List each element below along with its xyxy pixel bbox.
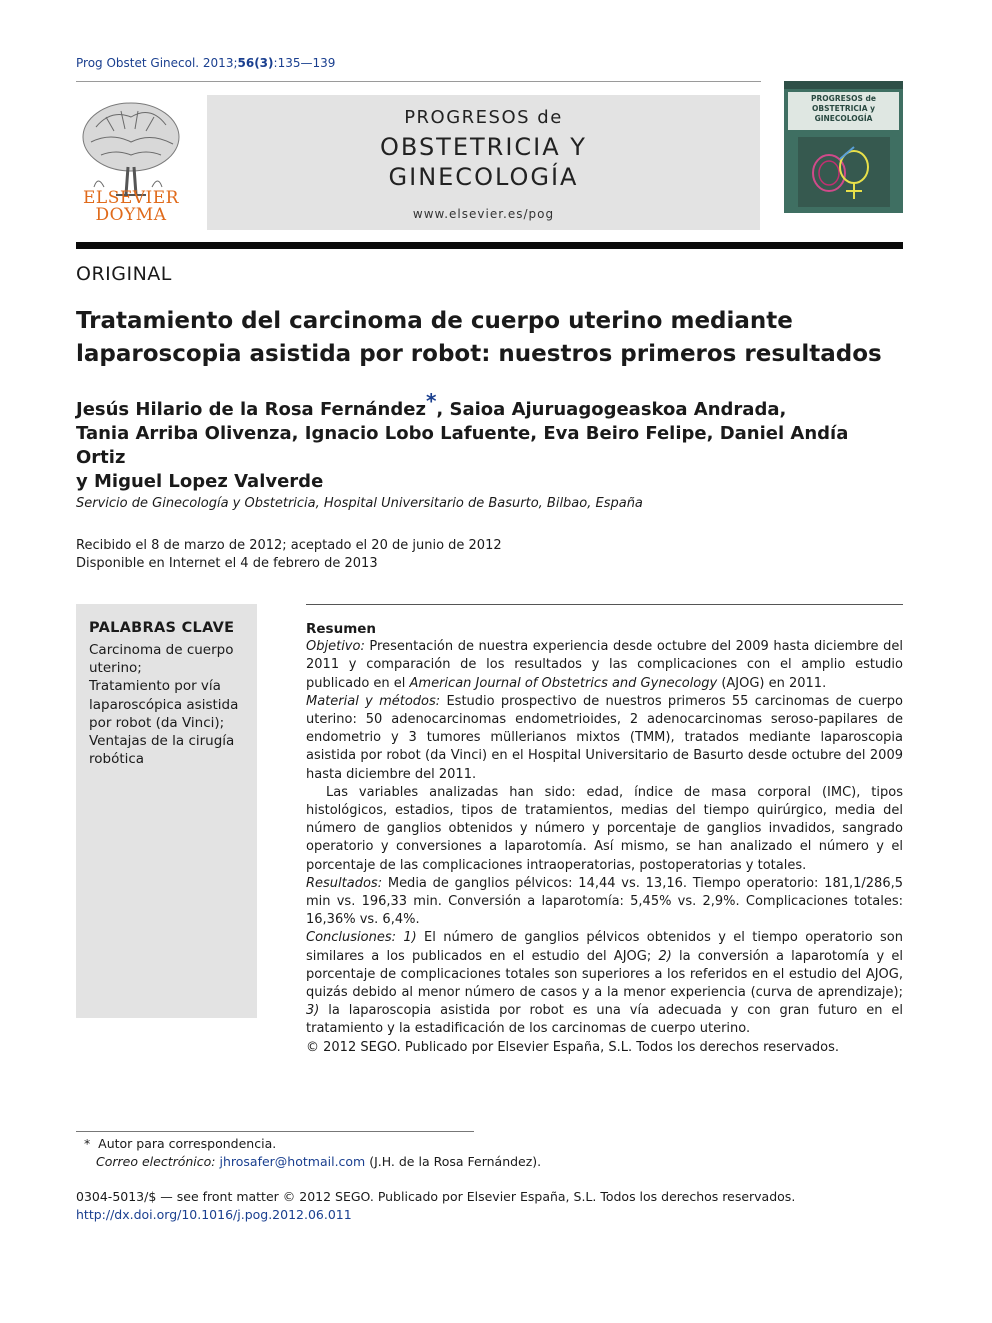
received-date: Recibido el 8 de marzo de 2012; aceptado el 20 de junio de 2012 xyxy=(76,538,502,553)
material-text: Estudio prospectivo de nuestros primeros 55 carcinomas de cuerpo uterino: 50 adenocarcinomas endometrioides, 2 adenocarcinomas seroso-papilares de endometrio y 3 tumores müllerianos mixtos (TMM), tratados mediante laparoscopia asistida por robot (da Vinci) en el Hospital Universitario de Basurto desde octubre del 2009 hasta diciembre del 2011. xyxy=(306,693,904,782)
citation-volume: 56(3) xyxy=(237,56,274,70)
journal-citation[interactable] xyxy=(76,56,335,70)
conclusion-2-text: la conversión a laparotomía y el porcentaje de complicaciones totales son superiores a los referidos en el estudio del AJOG, quizás debido al menor número de casos y a la menor experiencia (curva de aprendizaje); xyxy=(306,948,904,1001)
journal-masthead xyxy=(207,95,760,230)
footnote-author-label: Autor para correspondencia. xyxy=(98,1136,277,1151)
masthead-line1: PROGRESOS de xyxy=(404,107,563,128)
publisher-wordmark xyxy=(76,190,186,224)
conclusiones-label: Conclusiones: xyxy=(306,930,396,946)
cover-title-block xyxy=(788,92,899,130)
abstract-rule xyxy=(306,604,903,605)
cover-bottom-band xyxy=(784,213,903,231)
masthead-line3: GINECOLOGÍA xyxy=(388,163,579,191)
email-label: Correo electrónico: xyxy=(96,1153,216,1169)
doi-link[interactable]: http://dx.doi.org/10.1016/j.pog.2012.06.011 xyxy=(76,1207,352,1222)
affiliation: Servicio de Ginecología y Obstetricia, Hospital Universitario de Basurto, Bilbao, España xyxy=(76,496,643,511)
footnote-rule xyxy=(76,1131,474,1132)
conclusion-3-number: 3) xyxy=(306,1003,320,1019)
material-label: Material y métodos: xyxy=(306,693,441,709)
author-corresponding[interactable]: Jesús Hilario de la Rosa Fernández xyxy=(76,399,426,420)
cover-illustration xyxy=(784,131,903,213)
objetivo-text-end: (AJOG) en 2011. xyxy=(717,675,827,691)
article-title: Tratamiento del carcinoma de cuerpo uterino mediante laparoscopia asistida por robot: nuestros primeros resultados xyxy=(76,308,882,367)
keywords-box xyxy=(76,604,257,1018)
corresponding-marker[interactable]: * xyxy=(425,389,437,413)
publisher-wordmark-line1: ELSEVIER xyxy=(83,188,179,208)
resultados-label: Resultados: xyxy=(306,875,383,891)
email-link[interactable]: jhrosafer@hotmail.com xyxy=(219,1153,366,1169)
keywords-heading: PALABRAS CLAVE xyxy=(89,620,235,636)
objetivo-text: Presentación de nuestra experiencia desde octubre del 2009 hasta diciembre del 2011 y comparación de los resultados y las complicaciones con el amplio estudio publicado en el xyxy=(306,639,903,691)
journal-cover-thumbnail xyxy=(784,81,903,231)
masthead-url[interactable]: www.elsevier.es/pog xyxy=(412,207,555,221)
conclusion-1-number: 1) xyxy=(403,930,417,946)
abstract xyxy=(306,620,903,1057)
keyword-item: Carcinoma de cuerpo uterino; xyxy=(89,642,234,677)
conclusion-3-text: la laparoscopia asistida por robot es una vía adecuada y con gran futuro en el tratamiento y la estadificación de los carcinomas de cuerpo uterino. xyxy=(306,1003,903,1037)
abstract-objetivo xyxy=(306,638,903,693)
footnote-line2 xyxy=(76,1153,541,1171)
footer-copyright: 0304-5013/$ — see front matter © 2012 SEGO. Publicado por Elsevier España, S.L. Todos los derechos reservados. xyxy=(76,1189,796,1204)
article-section: ORIGINAL xyxy=(76,263,172,285)
correspondence-footnote xyxy=(76,1135,541,1170)
footnote-line1 xyxy=(76,1135,541,1153)
article-dates xyxy=(76,537,502,573)
conclusion-1-text: El número de ganglios pélvicos obtenidos y el tiempo operatorio son similares a los publicados en el estudio del AJOG; xyxy=(306,930,903,964)
citation-journal: Prog Obstet Ginecol. 2013; xyxy=(76,56,238,70)
header-rule xyxy=(76,81,761,82)
author-list xyxy=(76,389,903,494)
author-line3: y Miguel Lopez Valverde xyxy=(76,471,324,492)
footnote-marker: * xyxy=(83,1136,91,1151)
author-line1-rest: , Saioa Ajuruagogeaskoa Andrada, xyxy=(436,399,787,420)
keywords-list xyxy=(89,641,249,768)
abstract-variables: Las variables analizadas han sido: edad, índice de masa corporal (IMC), tipos histológicos, estadios, tipos de tratamientos, medias del tiempo quirúrgico, media del número de ganglios obtenidos y número y porcentaje de ganglios invadidos, sangrado operatorio y conversiones a laparotomía. Así mismo, se han analizado el número y el porcentaje de las complicaciones intraoperatorias, postoperatorias y totales. xyxy=(306,784,903,873)
online-date: Disponible en Internet el 4 de febrero de 2013 xyxy=(76,556,378,571)
article-footer xyxy=(76,1188,795,1224)
cover-top-band xyxy=(784,81,903,89)
abstract-resultados xyxy=(306,875,903,930)
email-owner: (J.H. de la Rosa Fernández). xyxy=(365,1153,542,1169)
cover-title-line1: PROGRESOS de xyxy=(811,94,876,103)
abstract-conclusiones xyxy=(306,929,903,1038)
conclusion-2-number: 2) xyxy=(658,948,672,964)
publisher-wordmark-line2: DOYMA xyxy=(95,205,167,225)
keyword-item: Ventajas de la cirugía robótica xyxy=(89,733,235,768)
keyword-item: Tratamiento por vía laparoscópica asistida por robot (da Vinci); xyxy=(89,678,239,731)
abstract-material xyxy=(306,693,903,784)
masthead-divider xyxy=(76,242,903,249)
cover-title-line2: OBSTETRICIA y xyxy=(811,104,875,113)
abstract-copyright: © 2012 SEGO. Publicado por Elsevier España, S.L. Todos los derechos reservados. xyxy=(306,1039,840,1055)
resultados-text: Media de ganglios pélvicos: 14,44 vs. 13,16. Tiempo operatorio: 181,1/286,5 min vs. 196,33 min. Conversión a laparotomía: 5,45% vs. 2,9%. Complicaciones totales: 16,36% vs. 6,4%. xyxy=(306,875,903,928)
objetivo-label: Objetivo: xyxy=(306,639,365,655)
cover-title-line3: GINECOLOGÍA xyxy=(814,114,873,123)
objetivo-journal: American Journal of Obstetrics and Gynecology xyxy=(409,675,718,691)
citation-pages: :135—139 xyxy=(273,56,336,70)
author-line2: Tania Arriba Olivenza, Ignacio Lobo Lafuente, Eva Beiro Felipe, Daniel Andía Ortiz xyxy=(76,423,849,468)
abstract-heading: Resumen xyxy=(306,621,377,637)
masthead-line2: OBSTETRICIA Y xyxy=(380,133,587,161)
